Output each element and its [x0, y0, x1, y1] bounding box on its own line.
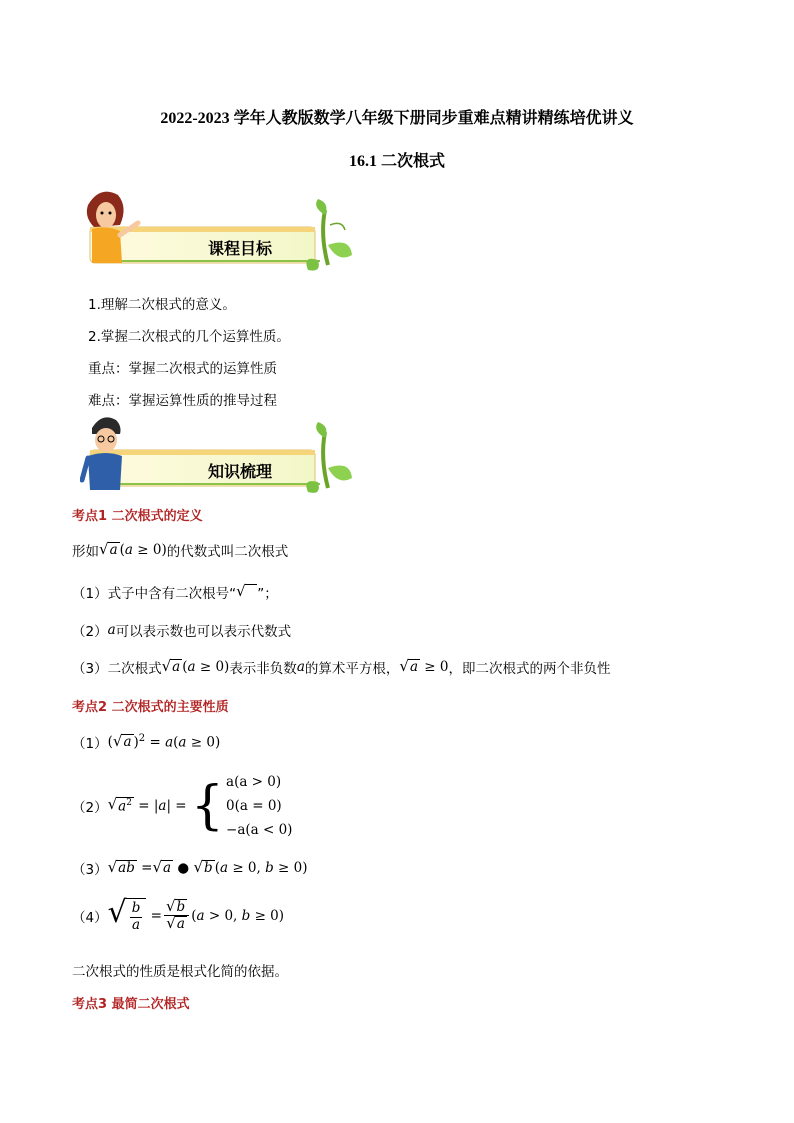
sqrt-a-expression: √ a [99, 539, 118, 558]
goal-key-point: 重点：掌握二次根式的运算性质 [88, 361, 277, 377]
kp1-heading: 考点1 二次根式的定义 [72, 509, 203, 524]
kp1-p3-suffix: ，即二次根式的两个非负性 [448, 661, 611, 677]
kp2-n1: （1） [72, 736, 108, 752]
goals-banner-label: 课程目标 [207, 239, 272, 258]
kp1-point-2 [72, 620, 291, 640]
kp2-n4: （4） [72, 909, 108, 926]
case-zero: 0(a = 0) [226, 798, 282, 814]
kp1-p3-mid2: 的算术平方根， [304, 661, 400, 677]
goal-difficult-point: 难点：掌握运算性质的推导过程 [88, 393, 277, 409]
goal-item-2: 2.掌握二次根式的几个运算性质。 [88, 329, 290, 345]
kp2-property-3: （3） √ ab = √ a ● √ b (a ≥ 0, b ≥ 0) [72, 857, 308, 878]
kp2-conclusion: 二次根式的性质是根式化简的依据。 [72, 964, 288, 980]
kp1-point-1 [72, 582, 278, 602]
kp1-def-prefix: 形如 [72, 544, 99, 560]
kp1-p2-suffix: 可以表示数也可以表示代数式 [115, 624, 292, 640]
kp3-heading: 考点3 最简二次根式 [72, 997, 190, 1012]
kp2-property-2: （2） √ $a^2$ = |a| = { a(a > 0) 0(a = 0) −a(a < 0) [72, 770, 292, 842]
kp1-point-3: （3）二次根式 √ a (a ≥ 0) 表示非负数 a 的算术平方根， √ a ≥ 0 ，即二次根式的两个非负性 [72, 656, 611, 677]
case-negative: −a(a < 0) [226, 822, 293, 838]
knowledge-banner [80, 410, 355, 505]
kp2-n3: （3） [72, 862, 108, 878]
kp1-p1-suffix: ”； [257, 586, 278, 602]
kp1-p3-prefix: （3）二次根式 [72, 661, 162, 677]
knowledge-banner-label: 知识梳理 [207, 462, 272, 481]
kp2-property-4: （4） √ $\frac{b}{a}$ = √ b √ a (a > 0, b ≥ 0) [72, 895, 285, 933]
kp2-n2: （2） [72, 800, 108, 816]
radical-sign-icon: √ [236, 584, 257, 601]
teacher-woman-icon [80, 185, 355, 280]
piecewise-cases: { a(a > 0) 0(a = 0) −a(a < 0) [191, 770, 293, 842]
kp1-definition: 形如 √ a (a ≥ 0) 的代数式叫二次根式 [72, 539, 289, 560]
kp1-p2-var: a [107, 622, 116, 638]
goal-item-1: 1.理解二次根式的意义。 [88, 297, 236, 313]
goals-banner [80, 185, 355, 280]
case-positive: a(a > 0) [226, 774, 282, 790]
page-title: 2022-2023 学年人教版数学八年级下册同步重难点精讲精练培优讲义 [160, 110, 634, 127]
kp1-def-suffix: 的代数式叫二次根式 [166, 544, 289, 560]
kp1-p1-prefix: （1）式子中含有二次根号“ [72, 586, 237, 602]
kp1-p2-prefix: （2） [72, 624, 108, 640]
kp2-heading: 考点2 二次根式的主要性质 [72, 700, 229, 715]
kp2-property-1: （1） ( √ a )$^2$ = a(a ≥ 0) [72, 731, 221, 752]
section-title: 16.1 二次根式 [348, 153, 445, 170]
kp1-p3-mid1: 表示非负数 [229, 661, 297, 677]
teacher-man-icon [80, 410, 355, 505]
